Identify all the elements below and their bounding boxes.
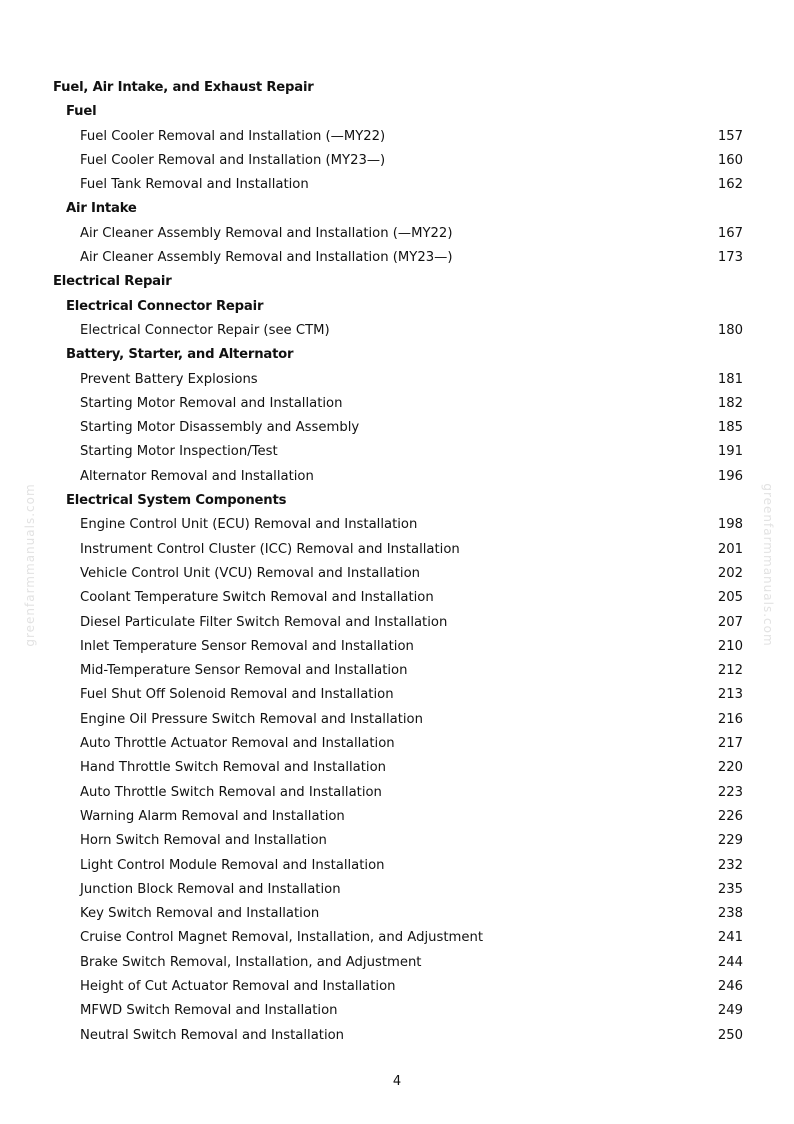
toc-entry[interactable] xyxy=(53,999,743,1023)
watermark-right: greenfarmmanuals.com xyxy=(761,483,775,647)
toc-entry-title: Electrical Connector Repair xyxy=(66,298,264,314)
toc-entry[interactable] xyxy=(53,635,743,659)
toc-entry[interactable] xyxy=(53,149,743,173)
toc-entry[interactable] xyxy=(53,951,743,975)
toc-entry-page: 160 xyxy=(717,152,743,168)
toc-entry-title: Air Intake xyxy=(66,201,137,217)
toc-entry[interactable] xyxy=(53,683,743,707)
toc-entry-title: Auto Throttle Switch Removal and Installation xyxy=(80,784,382,800)
toc-entry[interactable] xyxy=(53,926,743,950)
toc-entry-title: Hand Throttle Switch Removal and Installation xyxy=(80,760,387,776)
toc-entry-page: 180 xyxy=(717,322,743,338)
toc-entry-title: Brake Switch Removal, Installation, and Adjustment xyxy=(80,954,422,970)
toc-entry[interactable] xyxy=(53,368,743,392)
toc-entry-title: Fuel xyxy=(66,104,97,120)
toc-entry-title: Diesel Particulate Filter Switch Removal and Installation xyxy=(80,614,448,630)
toc-entry[interactable] xyxy=(53,975,743,999)
toc-entry-page: 229 xyxy=(717,833,743,849)
toc-entry[interactable] xyxy=(53,659,743,683)
toc-entry-page: 223 xyxy=(717,784,743,800)
toc-entry-page: 202 xyxy=(717,565,743,581)
toc-entry[interactable] xyxy=(53,440,743,464)
toc-entry[interactable] xyxy=(53,854,743,878)
toc-entry-title: Engine Control Unit (ECU) Removal and Installation xyxy=(80,517,418,533)
toc-entry-page: 191 xyxy=(717,444,743,460)
toc-entry-title: Neutral Switch Removal and Installation xyxy=(80,1027,345,1043)
toc-entry-title: Coolant Temperature Switch Removal and Installation xyxy=(80,590,434,606)
toc-entry-title: Prevent Battery Explosions xyxy=(80,371,258,387)
toc-entry-page: 212 xyxy=(717,663,743,679)
toc-entry-title: Electrical Connector Repair (see CTM) xyxy=(80,322,330,338)
toc-entry-title: Engine Oil Pressure Switch Removal and Installation xyxy=(80,711,423,727)
toc-entry-page: 241 xyxy=(717,930,743,946)
toc-entry-title: Electrical System Components xyxy=(66,493,287,509)
toc-entry-page: 220 xyxy=(717,760,743,776)
toc-entry[interactable] xyxy=(53,1024,743,1048)
toc-entry-page: 167 xyxy=(717,225,743,241)
toc-entry-title: Air Cleaner Assembly Removal and Installation (—MY22) xyxy=(80,225,453,241)
toc-entry-page: 198 xyxy=(717,517,743,533)
toc-entry-page: 213 xyxy=(717,687,743,703)
toc-entry-page: 201 xyxy=(717,541,743,557)
toc-entry-title: Junction Block Removal and Installation xyxy=(80,881,341,897)
toc-entry-title: Instrument Control Cluster (ICC) Removal and Installation xyxy=(80,541,460,557)
toc-entry-title: Fuel Cooler Removal and Installation (MY23—) xyxy=(80,152,386,168)
page-number: 4 xyxy=(392,1074,402,1089)
toc-entry-page: 207 xyxy=(717,614,743,630)
toc-entry-title: Cruise Control Magnet Removal, Installation, and Adjustment xyxy=(80,930,484,946)
toc-entry-title: Starting Motor Removal and Installation xyxy=(80,395,343,411)
toc-entry[interactable] xyxy=(53,611,743,635)
toc-subsection-heading[interactable] xyxy=(53,295,743,319)
toc-entry-page: 185 xyxy=(717,420,743,436)
toc-entry[interactable] xyxy=(53,465,743,489)
toc-entry-title: Warning Alarm Removal and Installation xyxy=(80,808,345,824)
toc-entry-title: Light Control Module Removal and Installation xyxy=(80,857,385,873)
toc-entry-title: Vehicle Control Unit (VCU) Removal and Installation xyxy=(80,565,420,581)
toc-entry-title: Battery, Starter, and Alternator xyxy=(66,347,294,363)
toc-subsection-heading[interactable] xyxy=(53,100,743,124)
toc-entry-title: Alternator Removal and Installation xyxy=(80,468,314,484)
toc-entry-page: 162 xyxy=(717,177,743,193)
watermark-left: greenfarmmanuals.com xyxy=(23,483,37,647)
toc-entry[interactable] xyxy=(53,902,743,926)
toc-entry[interactable] xyxy=(53,222,743,246)
toc-entry[interactable] xyxy=(53,319,743,343)
toc-entry-title: MFWD Switch Removal and Installation xyxy=(80,1003,338,1019)
toc-subsection-heading[interactable] xyxy=(53,197,743,221)
toc-entry[interactable] xyxy=(53,781,743,805)
toc-entry-title: Fuel Shut Off Solenoid Removal and Installation xyxy=(80,687,394,703)
toc-entry[interactable] xyxy=(53,513,743,537)
toc-entry-page: 216 xyxy=(717,711,743,727)
toc-entry-page: 232 xyxy=(717,857,743,873)
toc-entry[interactable] xyxy=(53,416,743,440)
toc-entry-page: 217 xyxy=(717,736,743,752)
toc-entry-title: Fuel, Air Intake, and Exhaust Repair xyxy=(53,80,314,95)
toc-entry[interactable] xyxy=(53,878,743,902)
toc-entry[interactable] xyxy=(53,246,743,270)
toc-entry-page: 205 xyxy=(717,590,743,606)
toc-entry-page: 238 xyxy=(717,906,743,922)
toc-entry-title: Key Switch Removal and Installation xyxy=(80,906,320,922)
toc-entry-title: Auto Throttle Actuator Removal and Installation xyxy=(80,736,395,752)
toc-section-heading[interactable] xyxy=(53,76,743,100)
toc-entry-page: 249 xyxy=(717,1003,743,1019)
toc-entry-title: Height of Cut Actuator Removal and Installation xyxy=(80,978,396,994)
toc-entry-page: 244 xyxy=(717,954,743,970)
toc-entry[interactable] xyxy=(53,586,743,610)
toc-subsection-heading[interactable] xyxy=(53,489,743,513)
toc-entry-title: Starting Motor Disassembly and Assembly xyxy=(80,420,360,436)
toc-entry-page: 235 xyxy=(717,881,743,897)
toc-entry-page: 210 xyxy=(717,638,743,654)
toc-entry[interactable] xyxy=(53,708,743,732)
toc-subsection-heading[interactable] xyxy=(53,343,743,367)
toc-entry-page: 173 xyxy=(717,250,743,266)
toc-section-heading[interactable] xyxy=(53,270,743,294)
toc-entry-title: Fuel Tank Removal and Installation xyxy=(80,177,309,193)
toc-entry-title: Electrical Repair xyxy=(53,274,172,290)
toc-entry[interactable] xyxy=(53,562,743,586)
toc-entry-page: 181 xyxy=(717,371,743,387)
toc-entry-page: 226 xyxy=(717,808,743,824)
toc-entry-page: 182 xyxy=(717,395,743,411)
toc-entry[interactable] xyxy=(53,173,743,197)
toc-entry-page: 250 xyxy=(717,1027,743,1043)
toc-entry-page: 246 xyxy=(717,978,743,994)
toc-entry[interactable] xyxy=(53,392,743,416)
toc-entry[interactable] xyxy=(53,805,743,829)
toc-entry[interactable] xyxy=(53,829,743,853)
toc-entry[interactable] xyxy=(53,732,743,756)
toc-entry-title: Horn Switch Removal and Installation xyxy=(80,833,327,849)
toc-entry-title: Air Cleaner Assembly Removal and Installation (MY23—) xyxy=(80,250,453,266)
toc-entry-title: Mid-Temperature Sensor Removal and Installation xyxy=(80,663,408,679)
toc-entry-title: Inlet Temperature Sensor Removal and Installation xyxy=(80,638,414,654)
toc-entry[interactable] xyxy=(53,125,743,149)
toc-entry[interactable] xyxy=(53,538,743,562)
toc-entry-page: 157 xyxy=(717,128,743,144)
toc-entry[interactable] xyxy=(53,756,743,780)
toc-entry-page: 196 xyxy=(717,468,743,484)
table-of-contents xyxy=(53,76,743,1048)
toc-entry-title: Fuel Cooler Removal and Installation (—MY22) xyxy=(80,128,386,144)
toc-entry-title: Starting Motor Inspection/Test xyxy=(80,444,278,460)
